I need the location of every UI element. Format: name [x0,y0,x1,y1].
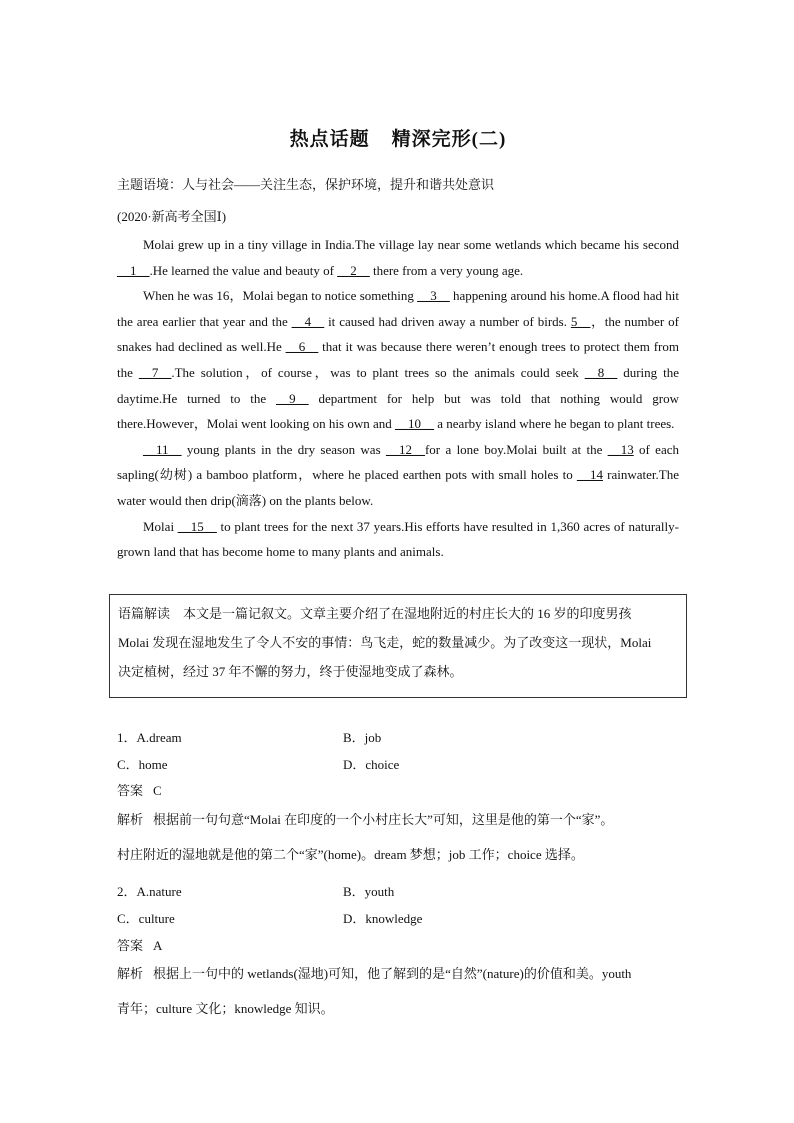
blank-10: __10__ [395,416,435,432]
source-line: (2020·新高考全国Ⅰ) [117,209,227,224]
option-b: B．youth [343,884,395,899]
blank-11: __11__ [143,441,182,457]
text: rainwater.The water would then drip(滴落) on the plants below. [117,467,680,508]
question-1-answer [117,780,679,800]
text: that it was because there weren’t enough trees to protect them from the [117,339,680,380]
explanation-text: 青年；culture 文化；knowledge 知识。 [117,1001,334,1016]
text: department for help but was told that nothing would grow there.However，Molai went looking on his own and [117,390,679,432]
blank-2: __2__ [337,262,370,278]
blank-6: __6__ [285,339,319,355]
option-c: C．culture [117,911,175,926]
text: a nearby island where he began to plant trees. [434,416,675,432]
option-d: D．knowledge [343,911,423,926]
blank-1: __1__ [117,262,150,278]
text: happening around his home.A flood had hit the area earlier that year and the [117,288,679,329]
text: Molai grew up in a tiny village in India.The village lay near some wetlands which became his second [143,237,679,252]
option-b: B．job [343,730,382,745]
question-2-answer [117,935,679,955]
page-title [117,124,679,151]
blank-4: __4__ [291,313,325,329]
explanation-text: 根据前一句句意“Molai 在印度的一个小村庄长大”可知，这里是他的第一个“家”。 [153,812,614,827]
paragraph-4 [117,514,679,565]
question-1-explanation [117,802,679,872]
summary-line-2: Molai 发现在湿地发生了令人不安的事情：鸟飞走，蛇的数量减少。为了改变这一现状，Molai [118,635,652,650]
text: .The solution，of course，was to plant trees so the animals could seek [171,364,585,380]
blank-9: __9__ [276,390,309,406]
blank-15: __15__ [177,518,217,534]
paragraph-1 [117,232,679,283]
answer-value: C [153,783,162,798]
option-a: 2．A.nature [117,884,182,899]
text: for a lone boy.Molai built at the [424,441,608,457]
option-a: 1．A.dream [117,730,182,745]
option-d: D．choice [343,757,400,772]
answer-label: 答案 [117,938,144,953]
text: during the daytime.He turned to the [117,364,679,406]
blank-13: __13 [607,441,634,457]
text: it caused had driven away a number of birds. [324,313,571,329]
question-1-options-row-2 [117,754,679,774]
answer-value: A [153,938,163,953]
cloze-passage [117,232,679,565]
explanation-text: 根据上一句中的 wetlands(湿地)可知，他了解到的是“自然”(nature)的价值和美。youth [153,966,632,981]
explanation-label: 解析 [117,812,144,827]
title-part-1: 热点话题 [289,129,370,150]
paragraph-2 [117,283,679,437]
explanation-text: 村庄附近的湿地就是他的第二个“家”(home)。dream 梦想；job 工作；choice 选择。 [117,847,584,862]
explanation-label: 解析 [117,966,144,981]
blank-3: __3__ [417,288,450,304]
text: of each sapling(幼树) a bamboo platform，where he placed earthen pots with small holes to [117,441,679,483]
answer-label: 答案 [117,783,144,798]
text: young plants in the dry season was [181,441,386,457]
blank-8: __8__ [584,364,618,380]
question-2-explanation [117,956,679,1026]
text: Molai [143,518,178,534]
summary-line-3: 决定植树，经过 37 年不懈的努力，终于使湿地变成了森林。 [118,664,463,679]
text: to plant trees for the next 37 years.His efforts have resulted in 1,360 acres of naturally-grown land that has become home to many plants and animals. [117,518,679,560]
theme-line: 主题语境：人与社会——关注生态，保护环境，提升和谐共处意识 [117,177,495,192]
paragraph-3 [117,437,679,514]
summary-line-1: 语篇解读 本文是一篇记叙文。文章主要介绍了在湿地附近的村庄长大的 16 岁的印度男孩 [118,606,632,621]
text: When he was 16，Molai began to notice something [143,288,418,304]
text: ，the number of snakes had declined as well.He [117,313,679,355]
question-1-options-row-1 [117,727,679,747]
text: there from a very young age. [369,262,524,278]
blank-12: __12__ [385,441,425,457]
blank-14: __14 [576,467,603,483]
question-2-options-row-1 [117,881,679,901]
text: .He learned the value and beauty of [149,262,338,278]
passage-summary-box [109,594,687,698]
blank-5: 5__ [570,313,591,329]
title-part-2: 精深完形(二) [391,129,507,150]
blank-7: __7__ [138,364,172,380]
option-c: C．home [117,757,168,772]
question-2-options-row-2 [117,908,679,928]
